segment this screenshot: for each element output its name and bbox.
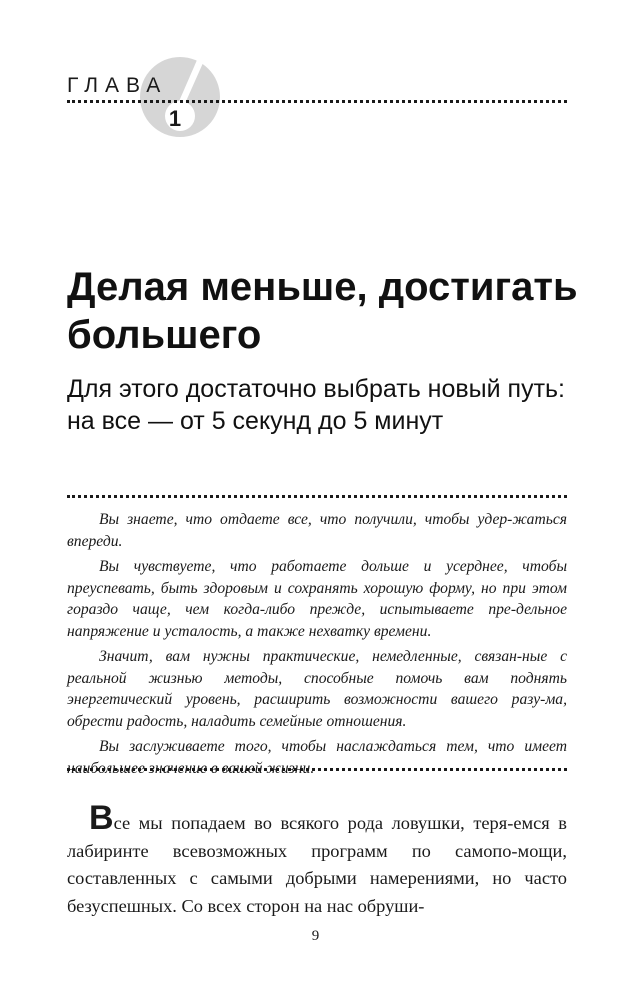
epigraph [67,509,567,783]
drop-cap: В [89,799,114,837]
chapter-label: ГЛАВА [67,74,168,97]
body-paragraph-text: се мы попадаем во всякого рода ловушки, теря-емся в лабиринте всевозможных программ по самопо-мощи, составленных с самыми добрыми намерениями, но часто безуспешных. Со всех сторон на нас обруши- [67,813,567,916]
epigraph-paragraph-1: Вы знаете, что отдаете все, что получили, чтобы удер-жаться впереди. [67,511,567,550]
chapter-divider [67,100,567,103]
chapter-subtitle: Для этого достаточно выбрать новый путь: на все — от 5 секунд до 5 минут [67,375,565,435]
epigraph-paragraph-2: Вы чувствуете, что работаете дольше и усерднее, чтобы преуспевать, быть здоровым и сохранять хорошую форму, но при этом гораздо чаще, чем когда-либо прежде, испытываете пре-дельное напряжение и усталость, а также нехватку времени. [67,558,567,640]
chapter-title: Делая меньше, достигать большего [67,265,578,357]
epigraph-paragraph-4: Вы заслуживаете того, чтобы наслаждаться тем, что имеет наибольшее значение в вашей жизни. [67,738,567,777]
page-number: 9 [311,928,320,944]
epigraph-top-divider [67,495,567,498]
chapter-number: 1 [168,106,182,131]
epigraph-paragraph-3: Значит, вам нужны практические, немедленные, связан-ные с реальной жизнью методы, способные помочь вам поднять энергетический уровень, расширить возможности вашего разу-ма, обрести радость, наладить семейные отношения. [67,648,567,730]
body-paragraph [67,799,567,920]
epigraph-bottom-divider [67,768,567,771]
